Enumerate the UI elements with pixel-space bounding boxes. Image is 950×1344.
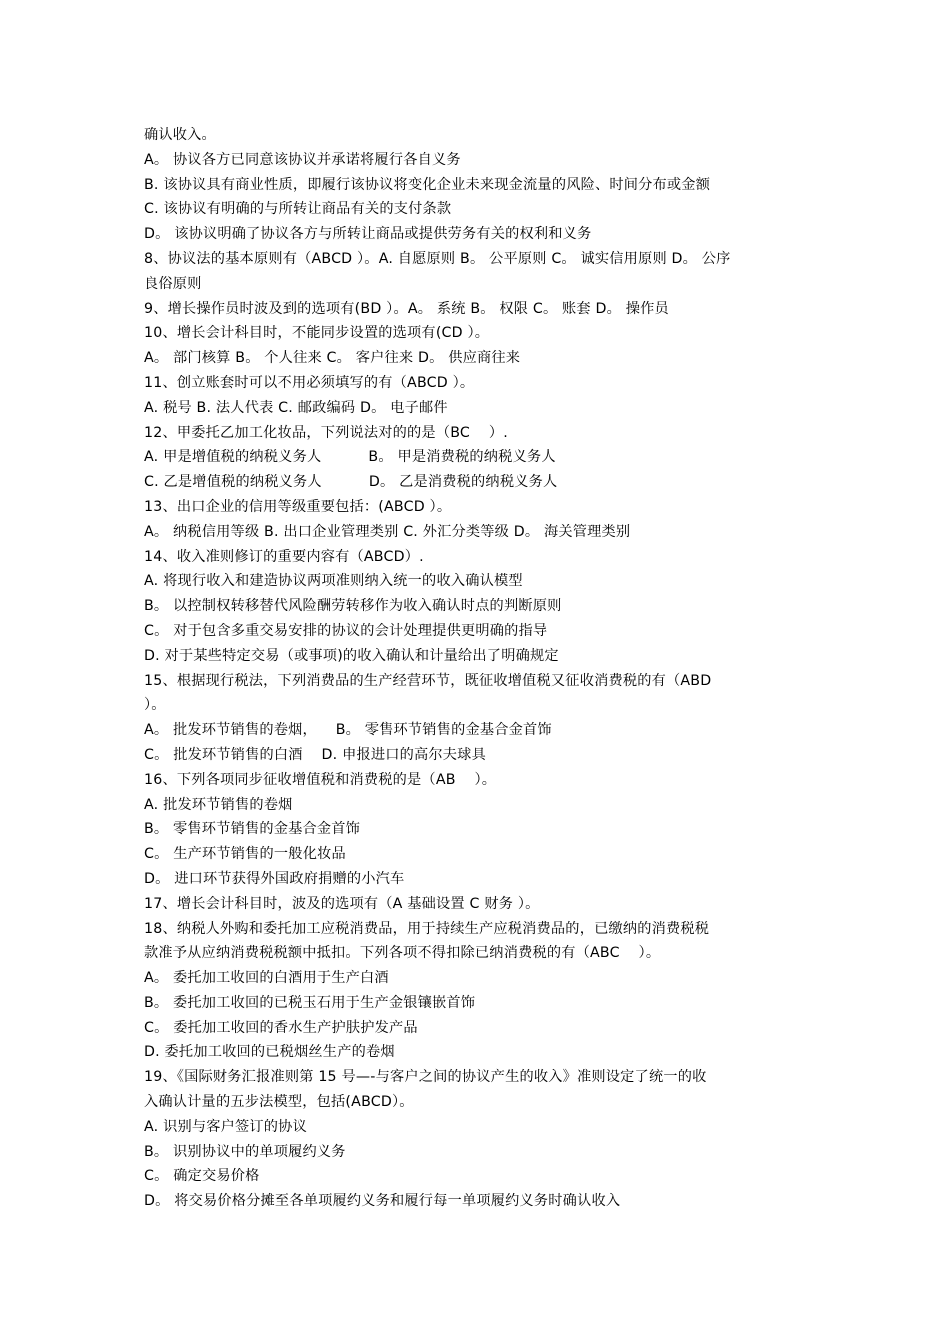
text-line: D. 委托加工收回的已税烟丝生产的卷烟 (144, 1044, 395, 1061)
text-line: 款准予从应纳消费税税额中抵扣。下列各项不得扣除已纳消费税的有（ABC ）。 (144, 945, 661, 962)
text-line: B。 以控制权转移替代风险酬劳转移作为收入确认时点的判断原则 (144, 598, 562, 615)
text-line: A. 税号 B. 法人代表 C. 邮政编码 D。 电子邮件 (144, 399, 448, 416)
text-line: 确认收入。 (144, 127, 216, 143)
text-line: A。 部门核算 B。 个人往来 C。 客户往来 D。 供应商往来 (144, 350, 521, 367)
document-body (144, 123, 804, 1214)
text-line: A。 委托加工收回的白酒用于生产白酒 (144, 970, 389, 987)
text-line: 11、创立账套时可以不用必须填写的有（ABCD ）。 (144, 374, 475, 391)
text-line: C。 对于包含多重交易安排的协议的会计处理提供更明确的指导 (144, 622, 548, 639)
text-line: 16、下列各项同步征收增值税和消费税的是（AB ）。 (144, 771, 497, 788)
text-line: B. 该协议具有商业性质，即履行该协议将变化企业未来现金流量的风险、时间分布或金额 (144, 176, 711, 193)
text-line: D。 将交易价格分摊至各单项履约义务和履行每一单项履约义务时确认收入 (144, 1193, 621, 1210)
text-line: 19、《国际财务汇报准则第 15 号—-与客户之间的协议产生的收入》准则设定了统一的收 (144, 1069, 707, 1086)
text-line: 13、出口企业的信用等级重要包括：(ABCD ）。 (144, 498, 452, 515)
text-line: A. 识别与客户签订的协议 (144, 1118, 307, 1135)
text-line: C. 乙是增值税的纳税义务人 D。 乙是消费税的纳税义务人 (144, 474, 558, 491)
text-line: D。 进口环节获得外国政府捐赠的小汽车 (144, 870, 405, 887)
text-line: D。 该协议明确了协议各方与所转让商品或提供劳务有关的权利和义务 (144, 226, 592, 243)
text-line: 15、根据现行税法，下列消费品的生产经营环节，既征收增值税又征收消费税的有（ABD (144, 672, 712, 689)
text-line: C。 确定交易价格 (144, 1168, 260, 1185)
text-line: 12、甲委托乙加工化妆品，下列说法对的的是（BC ）. (144, 424, 508, 441)
text-line: B。 识别协议中的单项履约义务 (144, 1143, 346, 1160)
text-line: 入确认计量的五步法模型，包括(ABCD）。 (144, 1094, 414, 1111)
text-line: C。 委托加工收回的香水生产护肤护发产品 (144, 1019, 418, 1036)
text-line: 10、增长会计科目时，不能同步设置的选项有(CD ）。 (144, 325, 490, 342)
text-line: A. 甲是增值税的纳税义务人 B。 甲是消费税的纳税义务人 (144, 449, 556, 466)
text-line: ）。 (144, 697, 166, 714)
text-line: C。 生产环节销售的一般化妆品 (144, 846, 346, 863)
text-line: A。 协议各方已同意该协议并承诺将履行各自义务 (144, 151, 461, 168)
text-line: 18、纳税人外购和委托加工应税消费品，用于持续生产应税消费品的，已缴纳的消费税税 (144, 920, 710, 937)
text-line: C。 批发环节销售的白酒 D. 申报进口的高尔夫球具 (144, 746, 486, 763)
text-line: D. 对于某些特定交易（或事项)的收入确认和计量给出了明确规定 (144, 647, 559, 664)
text-line: 8、协议法的基本原则有（ABCD ）。A. 自愿原则 B。 公平原则 C。 诚实信用原则 D。 公序 (144, 250, 731, 267)
text-line: 良俗原则 (144, 275, 202, 292)
text-line: B。 零售环节销售的金基合金首饰 (144, 821, 361, 838)
text-line: A。 批发环节销售的卷烟， B。 零售环节销售的金基合金首饰 (144, 722, 552, 739)
text-line: C. 该协议有明确的与所转让商品有关的支付条款 (144, 201, 452, 218)
text-line: A. 将现行收入和建造协议两项准则纳入统一的收入确认模型 (144, 573, 523, 590)
text-line: 17、增长会计科目时，波及的选项有（A 基础设置 C 财务 ）。 (144, 895, 540, 912)
text-line: 14、收入准则修订的重要内容有（ABCD）. (144, 548, 424, 565)
text-line: B。 委托加工收回的已税玉石用于生产金银镶嵌首饰 (144, 994, 476, 1011)
text-line: A. 批发环节销售的卷烟 (144, 796, 293, 813)
text-line: A。 纳税信用等级 B. 出口企业管理类别 C. 外汇分类等级 D。 海关管理类别 (144, 523, 631, 540)
text-line: 9、增长操作员时波及到的选项有(BD ）。A。 系统 B。 权限 C。 账套 D。 操作员 (144, 300, 669, 317)
